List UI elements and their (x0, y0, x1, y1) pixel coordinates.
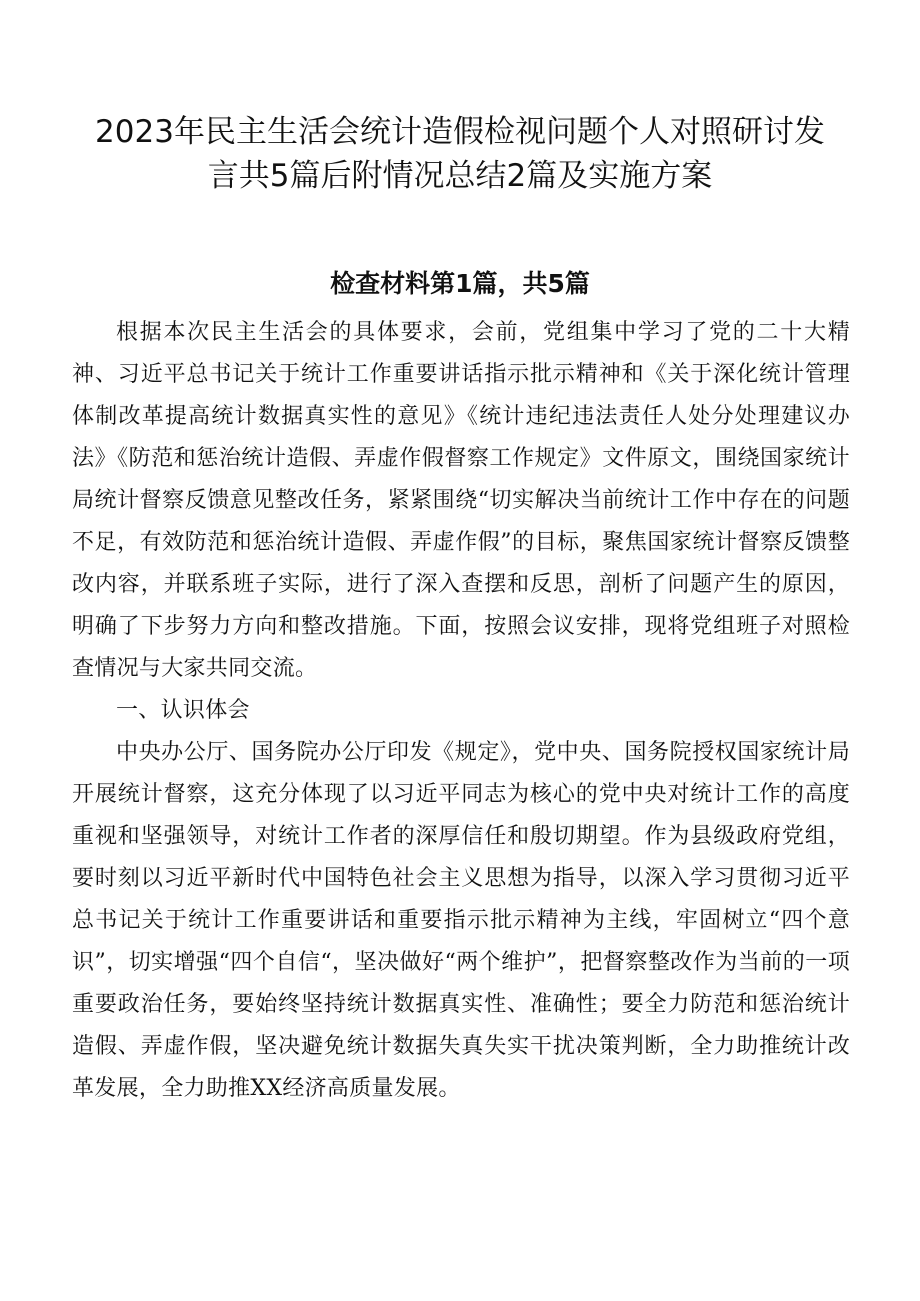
document-subtitle: 检查材料第1篇，共5篇 (330, 269, 590, 298)
paragraph-intro: 根据本次民主生活会的具体要求，会前，党组集中学习了党的二十大精神、习近平总书记关于统计工作重要讲话指示批示精神和《关于深化统计管理体制改革提高统计数据真实性的意见》《统计违纪违法责任人处分处理建议办法》《防范和惩治统计造假、弄虚作假督察工作规定》文件原文，围绕国家统计局统计督察反馈意见整改任务，紧紧围绕“切实解决当前统计工作中存在的问题不足，有效防范和惩治统计造假、弄虚作假”的目标，聚焦国家统计督察反馈整改内容，并联系班子实际，进行了深入查摆和反思，剖析了问题产生的原因，明确了下步努力方向和整改措施。下面，按照会议安排，现将党组班子对照检查情况与大家共同交流。 (72, 320, 850, 681)
section-heading-1: 一、认识体会 (116, 698, 250, 723)
paragraph-section-1: 中央办公厅、国务院办公厅印发《规定》，党中央、国务院授权国家统计局开展统计督察，这充分体现了以习近平同志为核心的党中央对统计工作的高度重视和坚强领导，对统计工作者的深厚信任和殷切期望。作为县级政府党组，要时刻以习近平新时代中国特色社会主义思想为指导，以深入学习贯彻习近平总书记关于统计工作重要讲话和重要指示批示精神为主线，牢固树立“四个意识”，切实增强“四个自信“，坚决做好“两个维护”，把督察整改作为当前的一项重要政治任务，要始终坚持统计数据真实性、准确性；要全力防范和惩治统计造假、弄虚作假，坚决避免统计数据失真失实干扰决策判断，全力助推统计改革发展，全力助推XX经济高质量发展。 (72, 740, 850, 1101)
document-title-line-2: 言共5篇后附情况总结2篇及实施方案 (207, 158, 713, 194)
document-title-line-1: 2023年民主生活会统计造假检视问题个人对照研讨发 (95, 114, 825, 150)
document-body (72, 312, 850, 1110)
document-title (70, 110, 850, 198)
